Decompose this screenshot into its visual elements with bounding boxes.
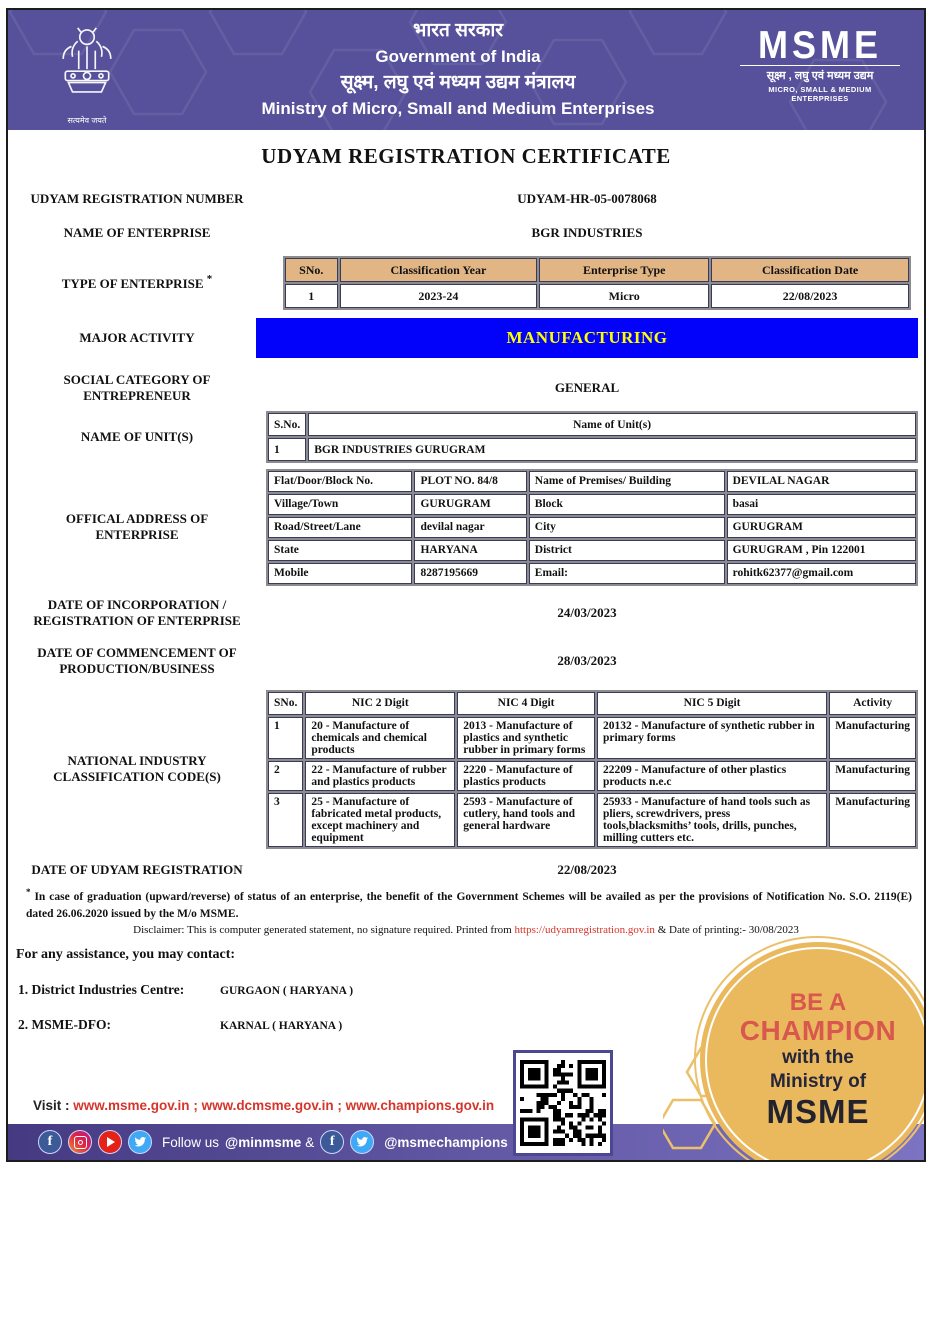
units-table-area <box>256 411 918 463</box>
address-cell: Road/Street/Lane <box>268 517 412 538</box>
twitter-icon[interactable] <box>350 1130 374 1154</box>
address-cell: Block <box>529 494 725 515</box>
minmsme-handle[interactable]: @minmsme <box>225 1134 302 1150</box>
nic-cell: Manufacturing <box>829 761 916 791</box>
table-row <box>268 793 916 847</box>
champion-line1: BE A <box>789 989 847 1016</box>
footnote-asterisk: * <box>26 887 31 897</box>
social-category-row <box>18 368 918 408</box>
disclaimer <box>8 924 924 936</box>
nic-cell: 2013 - Manufacture of plastics and synthetic rubber in primary forms <box>457 717 595 759</box>
youtube-icon[interactable] <box>98 1130 122 1154</box>
table-row <box>268 761 916 791</box>
address-cell: City <box>529 517 725 538</box>
disclaimer-suffix: & Date of printing:- 30/08/2023 <box>654 924 799 936</box>
nic-cell: 25 - Manufacture of fabricated metal products, except machinery and equipment <box>305 793 455 847</box>
nic-col-header: NIC 5 Digit <box>597 692 827 715</box>
nic-cell: 22 - Manufacture of rubber and plastics products <box>305 761 455 791</box>
address-cell: DEVILAL NAGAR <box>727 471 916 492</box>
type-col-header: Classification Year <box>340 258 538 282</box>
nic-cell: 22209 - Manufacture of other plastics products n.e.c <box>597 761 827 791</box>
champion-line2: CHAMPION <box>739 1015 897 1046</box>
header-hindi-govt: भारत सरकार <box>412 20 504 41</box>
gov-header <box>8 10 924 130</box>
major-activity-label: MAJOR ACTIVITY <box>79 329 195 345</box>
commencement-row <box>18 643 918 679</box>
footnote-text: In case of graduation (upward/reverse) of status of an enterprise, the benefit of the Government Schemes will be availed as per the provisions of Notification No. S.O. 2119(E) dated 26.06.2020 issued by the M/o MSME. <box>26 890 913 920</box>
social-category-value: GENERAL <box>554 380 620 395</box>
nic-table-area <box>256 690 918 849</box>
contact-item-label: 1. District Industries Centre: <box>18 982 185 997</box>
urn-value: UDYAM-HR-05-0078068 <box>517 191 657 206</box>
page-title: UDYAM REGISTRATION CERTIFICATE <box>261 144 671 168</box>
address-cell: Name of Premises/ Building <box>529 471 725 492</box>
contact-item-value: GURGAON ( HARYANA ) <box>220 985 354 997</box>
dcmsme-gov-link[interactable]: www.dcmsme.gov.in <box>201 1098 334 1113</box>
type-asterisk: * <box>206 273 213 286</box>
nic-cell: 1 <box>268 717 303 759</box>
major-activity-row <box>18 318 918 358</box>
nic-cell: 25933 - Manufacture of hand tools such as pliers, screwdrivers, press tools,blacksmiths’ tools, drills, punches, milling cutters etc. <box>597 793 827 847</box>
address-cell: State <box>268 540 412 561</box>
commencement-value: 28/03/2023 <box>557 653 617 668</box>
nic-col-header: NIC 4 Digit <box>457 692 595 715</box>
udyam-date-row <box>18 859 918 881</box>
champion-line4: Ministry of <box>769 1071 867 1092</box>
msmechampions-handle[interactable]: @msmechampions <box>384 1134 508 1150</box>
address-table <box>266 469 918 586</box>
units-col-header: S.No. <box>268 413 306 436</box>
disclaimer-prefix: Disclaimer: This is computer generated statement, no signature required. Printed from <box>133 924 515 936</box>
msme-logo <box>740 22 900 103</box>
instagram-icon[interactable] <box>68 1130 92 1154</box>
contact-item-value: KARNAL ( HARYANA ) <box>220 1020 343 1032</box>
address-cell: devilal nagar <box>414 517 526 538</box>
qr-code <box>513 1050 613 1156</box>
contact-item-dic <box>18 982 353 998</box>
address-cell: Mobile <box>268 563 412 584</box>
certificate-body <box>6 8 926 1162</box>
major-activity-banner <box>256 318 918 358</box>
units-col-header: Name of Unit(s) <box>308 413 916 436</box>
address-cell: District <box>529 540 725 561</box>
address-row <box>18 474 918 580</box>
enterprise-name-label: NAME OF ENTERPRISE <box>63 224 211 240</box>
header-ministry: Ministry of Micro, Small and Medium Enterprises <box>261 99 655 118</box>
nic-col-header: NIC 2 Digit <box>305 692 455 715</box>
address-cell: 8287195669 <box>414 563 526 584</box>
champion-line5: MSME <box>766 1093 870 1130</box>
units-label: NAME OF UNIT(S) <box>80 428 194 444</box>
address-cell: GURUGRAM <box>727 517 916 538</box>
nic-col-header: SNo. <box>268 692 303 715</box>
msme-logo-hindi-tagline: सूक्ष्म , लघु एवं मध्यम उद्यम <box>740 65 900 83</box>
type-cell: 2023-24 <box>340 284 538 308</box>
units-row <box>18 414 918 460</box>
social-category-label: SOCIAL CATEGORY OF ENTREPRENEUR <box>63 371 211 403</box>
address-cell: PLOT NO. 84/8 <box>414 471 526 492</box>
emblem-caption: सत्यमेव जयते <box>67 116 107 125</box>
type-cell: Micro <box>539 284 709 308</box>
nic-cell: 20132 - Manufacture of synthetic rubber in primary forms <box>597 717 827 759</box>
address-cell: Village/Town <box>268 494 412 515</box>
type-table-area <box>256 256 918 310</box>
visit-links <box>33 1098 494 1113</box>
udyam-date-label: DATE OF UDYAM REGISTRATION <box>31 861 243 877</box>
table-row <box>268 471 916 492</box>
address-table-area <box>256 469 918 586</box>
table-row <box>268 438 916 461</box>
address-cell: GURUGRAM , Pin 122001 <box>727 540 916 561</box>
udyam-date-value: 22/08/2023 <box>557 862 617 877</box>
msme-logo-word: MSME <box>758 22 882 67</box>
visit-label: Visit : <box>33 1098 70 1113</box>
type-col-header: Enterprise Type <box>539 258 709 282</box>
type-col-header: SNo. <box>285 258 338 282</box>
address-cell: Email: <box>529 563 725 584</box>
contact-item-label: 2. MSME-DFO: <box>18 1017 111 1032</box>
units-cell: BGR INDUSTRIES GURUGRAM <box>308 438 916 461</box>
twitter-icon[interactable] <box>128 1130 152 1154</box>
table-row <box>268 517 916 538</box>
facebook-icon[interactable]: f <box>320 1130 344 1154</box>
type-label: TYPE OF ENTERPRISE * <box>61 273 213 292</box>
incorporation-label: DATE OF INCORPORATION / REGISTRATION OF ENTERPRISE <box>33 596 241 628</box>
table-row <box>268 563 916 584</box>
nic-table <box>266 690 918 849</box>
nic-cell: Manufacturing <box>829 717 916 759</box>
type-cell: 22/08/2023 <box>711 284 909 308</box>
address-cell: HARYANA <box>414 540 526 561</box>
nic-cell: 3 <box>268 793 303 847</box>
enterprise-name-row <box>18 222 918 244</box>
header-hindi-ministry: सूक्ष्म, लघु एवं मध्यम उद्यम मंत्रालय <box>340 72 576 93</box>
enterprise-name-value: BGR INDUSTRIES <box>531 225 643 240</box>
nic-cell: Manufacturing <box>829 793 916 847</box>
ampersand-text: & <box>305 1134 315 1150</box>
urn-row <box>18 188 918 210</box>
nic-cell: 2 <box>268 761 303 791</box>
table-row <box>268 717 916 759</box>
facebook-icon[interactable]: f <box>38 1130 62 1154</box>
header-govt-of-india: Government of India <box>375 47 541 66</box>
nic-row <box>18 690 918 848</box>
units-table <box>266 411 918 463</box>
visit-separator: ; <box>333 1098 346 1113</box>
commencement-label: DATE OF COMMENCEMENT OF PRODUCTION/BUSINESS <box>37 644 237 676</box>
type-col-header: Classification Date <box>711 258 909 282</box>
nic-col-header: Activity <box>829 692 916 715</box>
major-activity-value: MANUFACTURING <box>506 328 668 347</box>
address-cell: GURUGRAM <box>414 494 526 515</box>
india-emblem-icon <box>56 16 118 124</box>
address-cell: Flat/Door/Block No. <box>268 471 412 492</box>
incorporation-value: 24/03/2023 <box>557 605 617 620</box>
header-titles <box>208 18 708 122</box>
nic-cell: 2593 - Manufacture of cutlery, hand tools and general hardware <box>457 793 595 847</box>
address-cell: rohitk62377@gmail.com <box>727 563 916 584</box>
type-cell: 1 <box>285 284 338 308</box>
footnote <box>26 886 912 922</box>
champions-gov-link[interactable]: www.champions.gov.in <box>345 1098 495 1113</box>
units-cell: 1 <box>268 438 306 461</box>
type-table <box>283 256 911 310</box>
address-label: OFFICAL ADDRESS OF ENTERPRISE <box>65 510 209 542</box>
follow-us-text: Follow us <box>162 1134 220 1150</box>
champion-line3: with the <box>782 1047 854 1068</box>
contact-item-msme-dfo <box>18 1017 342 1033</box>
incorporation-row <box>18 595 918 631</box>
urn-label: UDYAM REGISTRATION NUMBER <box>30 190 244 206</box>
nic-cell: 2220 - Manufacture of plastics products <box>457 761 595 791</box>
visit-separator: ; <box>189 1098 202 1113</box>
nic-cell: 20 - Manufacture of chemicals and chemical products <box>305 717 455 759</box>
type-row <box>18 260 918 306</box>
nic-label: NATIONAL INDUSTRY CLASSIFICATION CODE(S) <box>53 752 221 784</box>
table-row <box>268 494 916 515</box>
msme-logo-tagline: MICRO, SMALL & MEDIUM ENTERPRISES <box>768 85 872 103</box>
table-row <box>285 284 909 308</box>
table-row <box>268 540 916 561</box>
udyam-registration-link[interactable]: https://udyamregistration.gov.in <box>514 924 655 936</box>
contact-heading: For any assistance, you may contact: <box>16 947 236 962</box>
address-cell: basai <box>727 494 916 515</box>
msme-gov-link[interactable]: www.msme.gov.in <box>73 1098 190 1113</box>
